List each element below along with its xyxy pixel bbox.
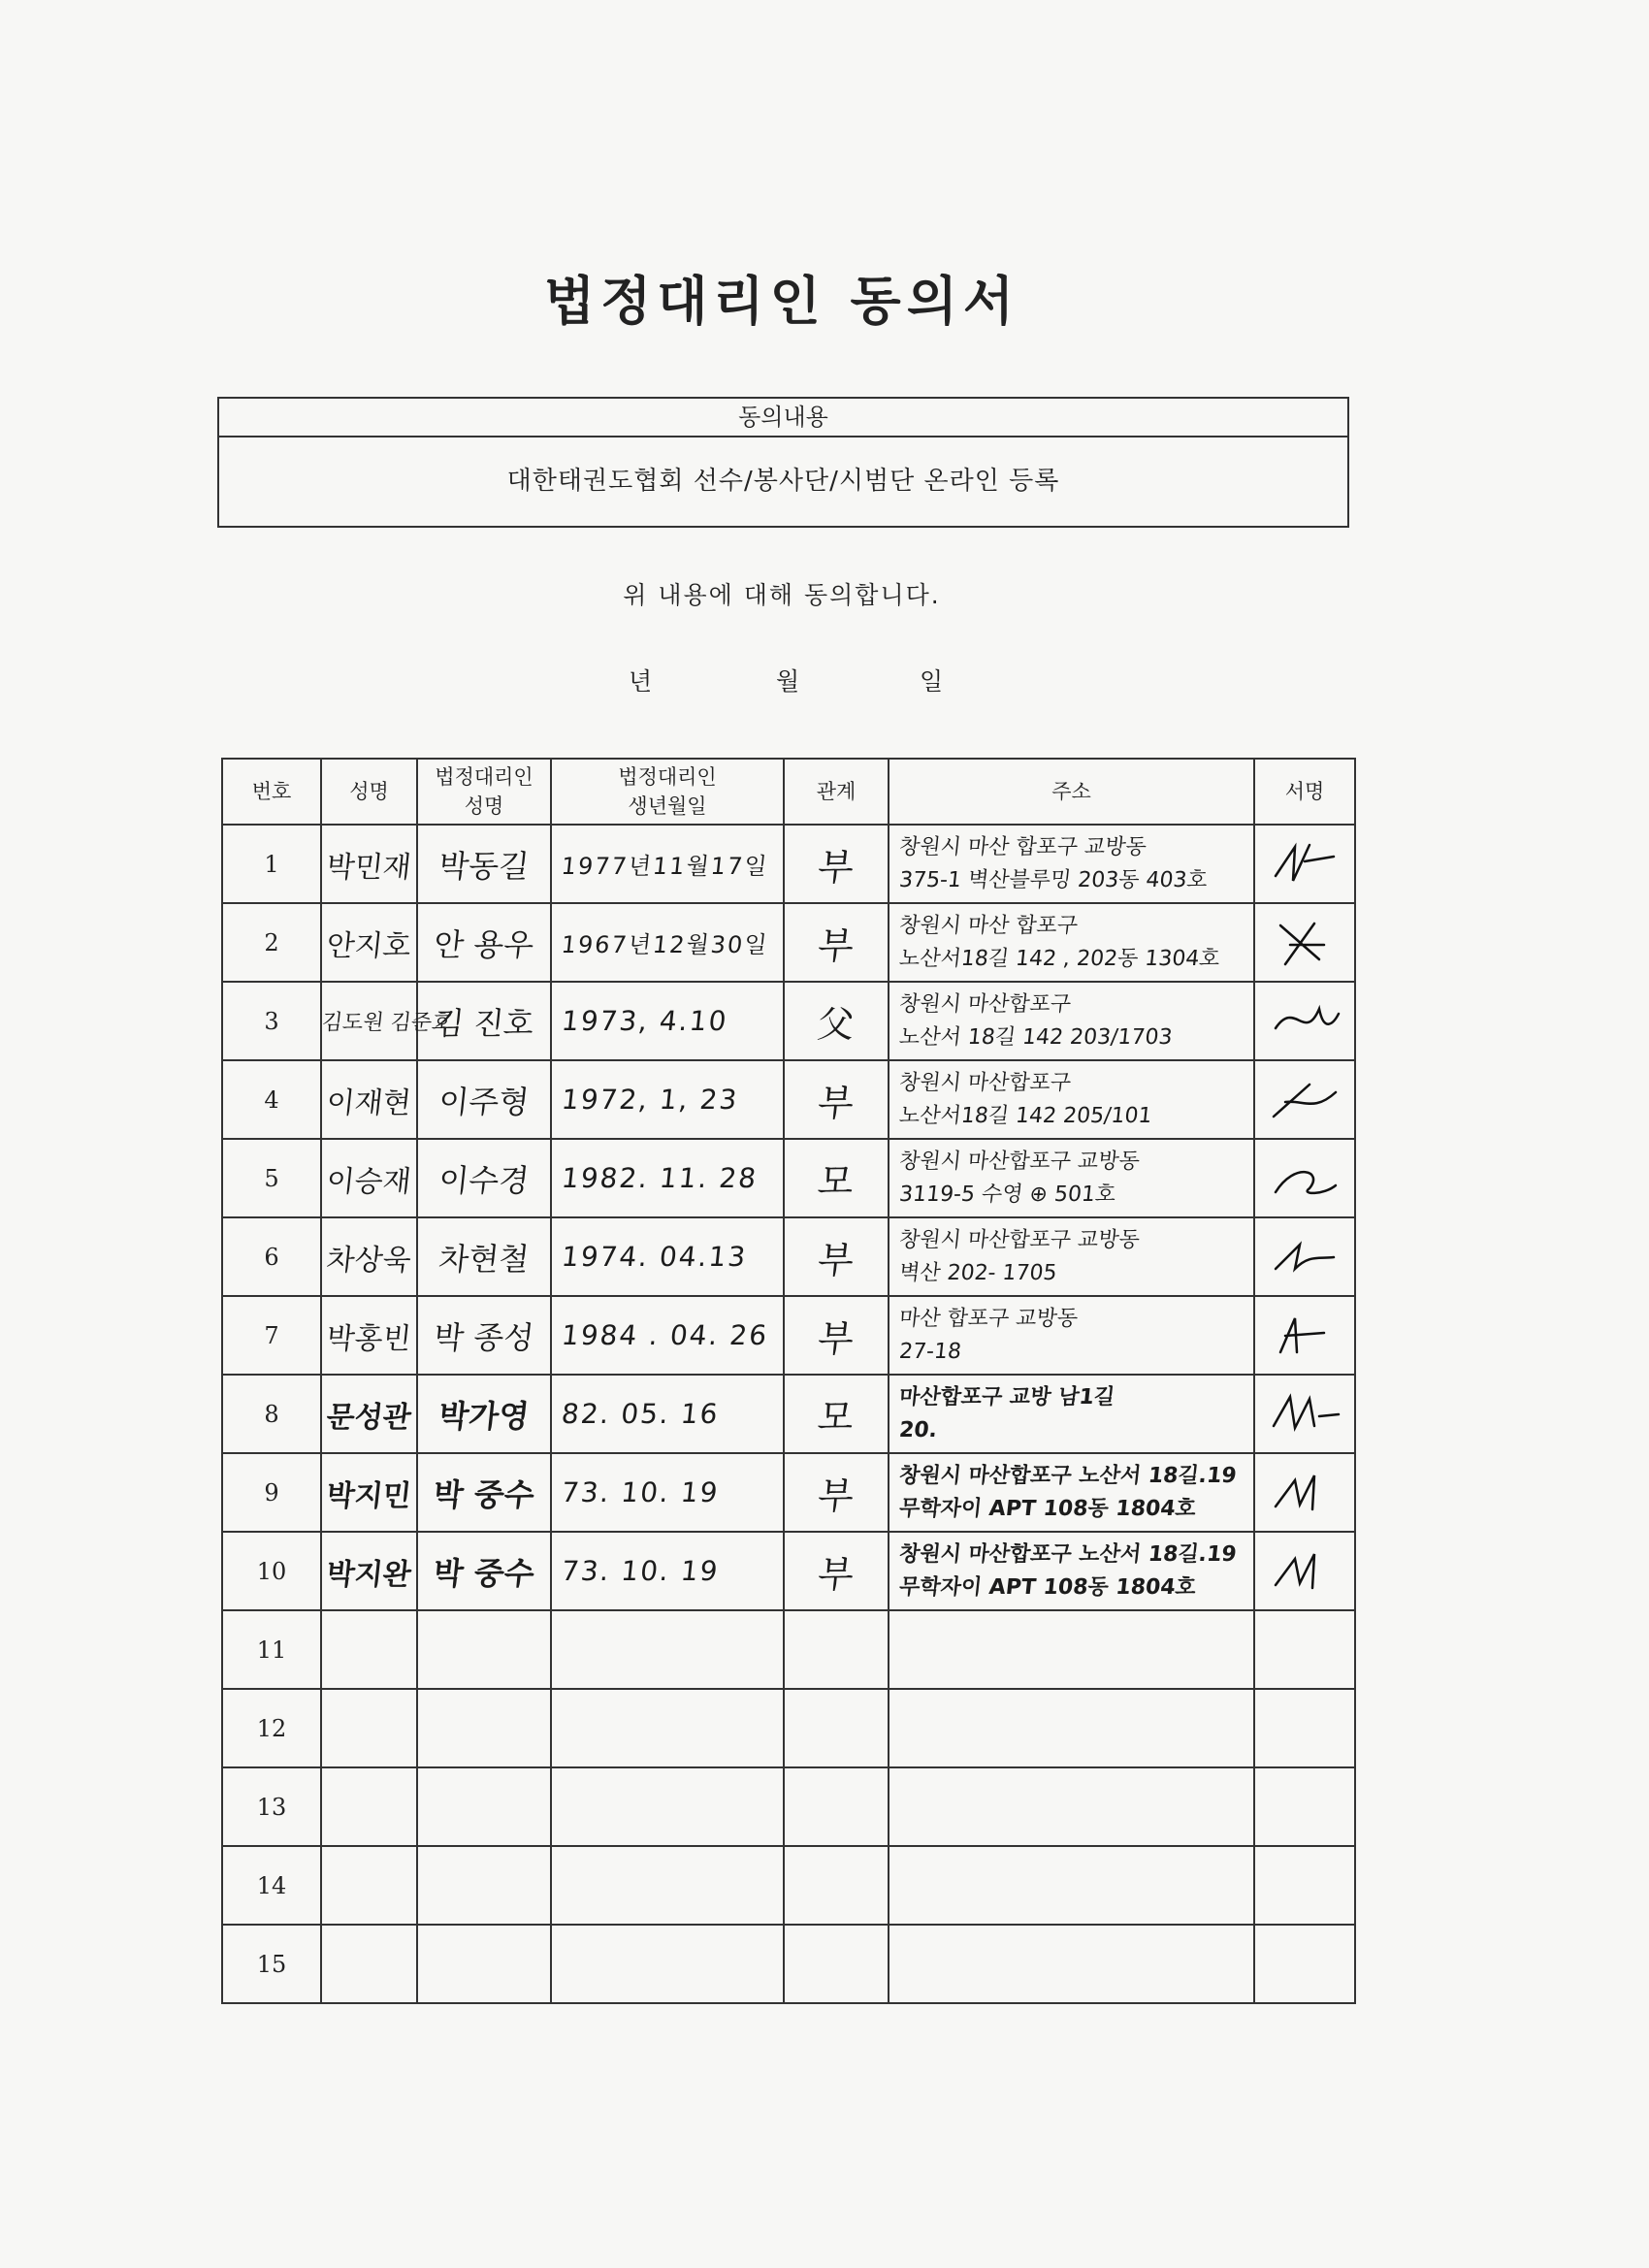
guardian-name-cell <box>417 1532 551 1610</box>
student-name-cell <box>320 982 454 1060</box>
address-line-1: 창원시 마산합포구 노산서 18길.19 <box>897 1541 1238 1567</box>
student-name: 김도원 김준호 <box>320 1011 454 1035</box>
student-name-cell <box>321 1925 417 2003</box>
table-row <box>222 1296 1355 1375</box>
signature-mark <box>1266 1073 1343 1126</box>
address-cell <box>889 1689 1254 1767</box>
signature-mark <box>1266 1151 1343 1205</box>
guardian-dob-cell <box>551 903 784 982</box>
relation-value: 부 <box>815 924 857 967</box>
guardian-name-cell <box>417 1689 551 1767</box>
relation-value: 모 <box>815 1160 857 1203</box>
relation-cell <box>784 1060 889 1139</box>
address-cell <box>889 1139 1254 1217</box>
row-number: 6 <box>222 1217 321 1296</box>
signature-mark <box>1266 1387 1343 1441</box>
date-year-label: 년 <box>629 667 653 696</box>
row-number: 1 <box>222 825 321 903</box>
signature-mark <box>1266 1544 1343 1598</box>
relation-cell <box>784 1453 889 1532</box>
guardian-name-cell <box>417 1217 551 1296</box>
row-number: 7 <box>222 1296 321 1375</box>
address-cell <box>889 1217 1254 1296</box>
header-guardian-name <box>417 759 551 825</box>
address-line-2: 벽산 202- 1705 <box>897 1260 1058 1285</box>
guardian-name-cell <box>417 825 551 903</box>
address-cell <box>889 1532 1254 1610</box>
address-line-2: 375-1 벽산블루밍 203동 403호 <box>897 867 1210 892</box>
guardian-dob-cell <box>551 982 784 1060</box>
address-line-2: 노산서18길 142 205/101 <box>897 1103 1153 1128</box>
address-line-1: 창원시 마산합포구 <box>897 991 1073 1017</box>
consent-header: 동의내용 <box>219 399 1347 437</box>
address-line-1: 창원시 마산 합포구 교방동 <box>897 834 1148 859</box>
table-row <box>222 1060 1355 1139</box>
relation-cell <box>784 1217 889 1296</box>
guardian-name-cell <box>417 1610 551 1689</box>
header-signature: 서명 <box>1254 759 1355 825</box>
row-number: 15 <box>222 1925 321 2003</box>
table-row <box>222 982 1355 1060</box>
address-line-1: 창원시 마산합포구 <box>897 1070 1073 1095</box>
address-line-2: 20. <box>897 1417 939 1442</box>
table-row <box>222 1217 1355 1296</box>
signature-cell <box>1254 825 1355 903</box>
table-row <box>222 1453 1355 1532</box>
student-name-cell <box>321 1375 417 1453</box>
guardian-dob-cell <box>551 1767 784 1846</box>
signature-cell <box>1254 1060 1355 1139</box>
guardian-name: 차현철 <box>436 1240 532 1278</box>
address-line-1: 창원시 마산 합포구 <box>897 913 1080 938</box>
guardian-dob-cell <box>551 1453 784 1532</box>
relation-cell <box>784 1846 889 1925</box>
student-name-cell <box>321 1060 417 1139</box>
signature-mark <box>1266 916 1343 969</box>
address-line-2: 노산서 18길 142 203/1703 <box>897 1024 1174 1050</box>
signature-cell <box>1254 1846 1355 1925</box>
student-name-cell <box>321 825 417 903</box>
address-cell <box>889 1846 1254 1925</box>
row-number: 11 <box>222 1610 321 1689</box>
header-name: 성명 <box>321 759 417 825</box>
signature-cell <box>1254 1375 1355 1453</box>
address-cell <box>889 982 1254 1060</box>
row-number: 10 <box>222 1532 321 1610</box>
date-day-label: 일 <box>920 667 944 696</box>
student-name-cell <box>321 1689 417 1767</box>
student-name: 이재현 <box>324 1085 413 1120</box>
table-row <box>222 903 1355 982</box>
address-cell <box>889 1453 1254 1532</box>
signature-cell <box>1254 982 1355 1060</box>
table-row <box>222 1610 1355 1689</box>
guardian-dob-cell <box>551 1610 784 1689</box>
guardian-dob: 1972, 1, 23 <box>560 1084 741 1116</box>
address-cell <box>889 1375 1254 1453</box>
relation-cell <box>784 1532 889 1610</box>
address-line-1: 마산합포구 교방 남1길 <box>897 1384 1116 1409</box>
relation-cell <box>784 982 889 1060</box>
guardian-dob-cell <box>551 1217 784 1296</box>
guardian-dob: 1982. 11. 28 <box>560 1162 760 1194</box>
guardian-table <box>221 758 1356 2004</box>
guardian-dob-cell <box>551 1532 784 1610</box>
student-name-cell <box>321 1767 417 1846</box>
address-line-2: 노산서18길 142 , 202동 1304호 <box>897 946 1221 971</box>
row-number: 9 <box>222 1453 321 1532</box>
date-month-label: 월 <box>776 667 800 696</box>
guardian-name: 안 용우 <box>432 925 536 963</box>
guardian-dob: 1973, 4.10 <box>560 1005 730 1037</box>
guardian-name-cell <box>417 1453 551 1532</box>
address-line-2: 27-18 <box>897 1339 963 1364</box>
guardian-dob: 1974. 04.13 <box>560 1241 749 1273</box>
relation-value: 부 <box>815 1553 857 1596</box>
signature-cell <box>1254 903 1355 982</box>
address-cell <box>889 903 1254 982</box>
guardian-name-cell <box>417 1296 551 1375</box>
address-cell <box>889 1610 1254 1689</box>
signature-mark <box>1266 1309 1343 1362</box>
address-line-1: 창원시 마산합포구 노산서 18길.19 <box>897 1463 1238 1488</box>
relation-cell <box>784 903 889 982</box>
relation-cell <box>784 1296 889 1375</box>
table-row <box>222 1375 1355 1453</box>
guardian-dob-cell <box>551 1060 784 1139</box>
signature-cell <box>1254 1217 1355 1296</box>
guardian-dob-cell <box>551 1375 784 1453</box>
guardian-name-cell <box>417 1139 551 1217</box>
header-address: 주소 <box>889 759 1254 825</box>
guardian-name: 이수경 <box>436 1161 532 1199</box>
header-guardian-dob-line1: 법정대리인 <box>618 765 717 789</box>
row-number: 4 <box>222 1060 321 1139</box>
signature-cell <box>1254 1296 1355 1375</box>
signature-mark <box>1266 994 1343 1048</box>
header-guardian-dob-line2: 생년월일 <box>628 794 707 818</box>
student-name-cell <box>321 1296 417 1375</box>
relation-value: 부 <box>815 1474 857 1517</box>
student-name-cell <box>321 903 417 982</box>
relation-value: 父 <box>815 1003 857 1046</box>
address-line-1: 마산 합포구 교방동 <box>897 1306 1080 1331</box>
address-line-1: 창원시 마산합포구 교방동 <box>897 1149 1142 1174</box>
guardian-name-cell <box>417 903 551 982</box>
header-no: 번호 <box>222 759 321 825</box>
table-row <box>222 1767 1355 1846</box>
signature-cell <box>1254 1139 1355 1217</box>
relation-value: 부 <box>815 1317 857 1360</box>
signature-cell <box>1254 1767 1355 1846</box>
signature-cell <box>1254 1453 1355 1532</box>
relation-cell <box>784 1139 889 1217</box>
consent-box <box>217 397 1349 528</box>
relation-value: 부 <box>815 1082 857 1124</box>
signature-cell <box>1254 1925 1355 2003</box>
relation-cell <box>784 1375 889 1453</box>
address-line-1: 창원시 마산합포구 교방동 <box>897 1227 1142 1252</box>
address-cell <box>889 825 1254 903</box>
address-cell <box>889 1296 1254 1375</box>
signature-cell <box>1254 1610 1355 1689</box>
student-name: 안지호 <box>324 928 413 963</box>
header-guardian-name-line1: 법정대리인 <box>435 765 534 789</box>
row-number: 5 <box>222 1139 321 1217</box>
signature-cell <box>1254 1689 1355 1767</box>
guardian-name-cell <box>417 1060 551 1139</box>
row-number: 3 <box>222 982 321 1060</box>
relation-cell <box>784 1610 889 1689</box>
header-guardian-dob <box>551 759 784 825</box>
guardian-dob: 1977년11월17일 <box>560 853 770 880</box>
student-name-cell <box>321 1610 417 1689</box>
relation-value: 부 <box>815 846 857 889</box>
consent-content: 대한태권도협회 선수/봉사단/시범단 온라인 등록 <box>506 467 1060 496</box>
relation-value: 모 <box>815 1396 857 1439</box>
student-name-cell <box>321 1453 417 1532</box>
table-row <box>222 825 1355 903</box>
guardian-dob-cell <box>551 1846 784 1925</box>
address-cell <box>889 1767 1254 1846</box>
guardian-dob-cell <box>551 1925 784 2003</box>
guardian-dob: 1967년12월30일 <box>560 931 770 958</box>
signature-cell <box>1254 1532 1355 1610</box>
guardian-name: 박 중수 <box>431 1475 536 1513</box>
table-row <box>222 1846 1355 1925</box>
student-name-cell <box>321 1532 417 1610</box>
student-name: 박민재 <box>324 850 413 885</box>
guardian-name-cell <box>417 982 551 1060</box>
address-cell <box>889 1060 1254 1139</box>
guardian-name-cell <box>417 1846 551 1925</box>
address-cell <box>889 1925 1254 2003</box>
table-row <box>222 1925 1355 2003</box>
agree-statement: 위 내용에 대해 동의합니다. <box>623 581 941 609</box>
student-name: 문성관 <box>324 1400 413 1435</box>
student-name-cell <box>321 1139 417 1217</box>
student-name: 차상욱 <box>324 1243 413 1278</box>
guardian-dob-cell <box>551 1139 784 1217</box>
guardian-name-cell <box>417 1375 551 1453</box>
guardian-dob: 73. 10. 19 <box>560 1555 722 1587</box>
guardian-name: 박가영 <box>436 1397 532 1435</box>
table-row <box>222 1139 1355 1217</box>
table-body <box>222 825 1355 2003</box>
guardian-dob: 1984 . 04. 26 <box>560 1319 770 1351</box>
guardian-dob-cell <box>551 1296 784 1375</box>
signature-mark <box>1266 1466 1343 1519</box>
relation-cell <box>784 1689 889 1767</box>
table-row <box>222 1689 1355 1767</box>
student-name-cell <box>321 1217 417 1296</box>
row-number: 2 <box>222 903 321 982</box>
address-line-2: 무학자이 APT 108동 1804호 <box>897 1574 1198 1600</box>
header-relation: 관계 <box>784 759 889 825</box>
guardian-name: 박동길 <box>436 847 532 885</box>
row-number: 13 <box>222 1767 321 1846</box>
address-line-2: 무학자이 APT 108동 1804호 <box>897 1496 1198 1521</box>
header-guardian-name-line2: 성명 <box>464 794 504 818</box>
table-row <box>222 1532 1355 1610</box>
guardian-name-cell <box>417 1925 551 2003</box>
row-number: 8 <box>222 1375 321 1453</box>
signature-mark <box>1266 1230 1343 1283</box>
student-name: 박지민 <box>324 1478 413 1513</box>
address-line-2: 3119-5 수영 ⊕ 501호 <box>897 1182 1117 1207</box>
relation-cell <box>784 1925 889 2003</box>
table-header-row <box>222 759 1355 825</box>
document-title: 법정대리인 동의서 <box>543 271 1020 332</box>
student-name-cell <box>321 1846 417 1925</box>
guardian-name: 김 진호 <box>432 1004 536 1042</box>
student-name: 이승재 <box>324 1164 413 1199</box>
relation-cell <box>784 825 889 903</box>
guardian-name: 박 중수 <box>431 1554 536 1592</box>
student-name: 박지완 <box>324 1557 413 1592</box>
relation-cell <box>784 1767 889 1846</box>
student-name: 박홍빈 <box>324 1321 413 1356</box>
guardian-name: 박 종성 <box>432 1318 536 1356</box>
relation-value: 부 <box>815 1239 857 1281</box>
guardian-dob-cell <box>551 1689 784 1767</box>
row-number: 14 <box>222 1846 321 1925</box>
guardian-dob: 82. 05. 16 <box>560 1398 722 1430</box>
guardian-name: 이주형 <box>436 1083 532 1120</box>
guardian-dob-cell <box>551 825 784 903</box>
signature-mark <box>1266 837 1343 891</box>
row-number: 12 <box>222 1689 321 1767</box>
guardian-name-cell <box>417 1767 551 1846</box>
guardian-dob: 73. 10. 19 <box>560 1476 722 1508</box>
